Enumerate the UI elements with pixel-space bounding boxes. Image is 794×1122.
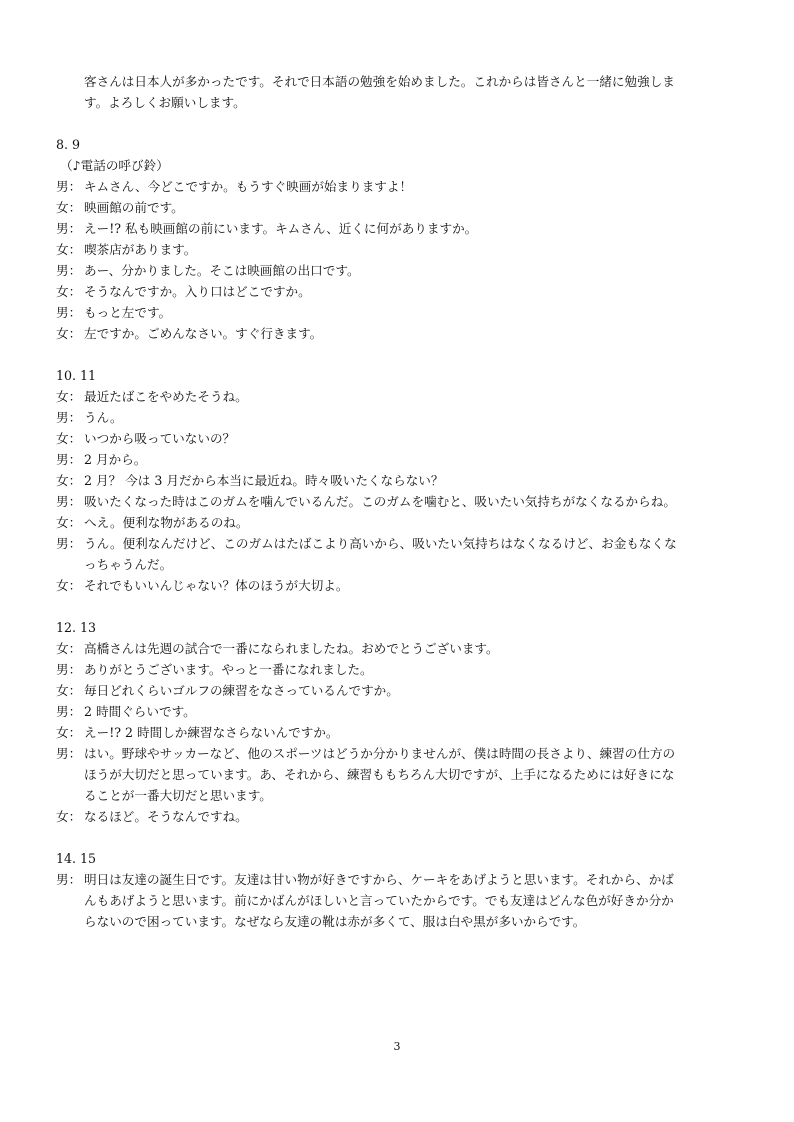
- speaker-label: 女：: [56, 284, 82, 299]
- dialogue-line: [56, 806, 746, 827]
- dialogue-line: [56, 722, 746, 743]
- utterance-text: [84, 659, 746, 680]
- utterance-text: [84, 638, 746, 659]
- utterance-line: ることが一番大切だと思います。: [84, 788, 272, 803]
- dialogue-line: [56, 260, 746, 281]
- dialogue-section: [56, 848, 746, 932]
- dialogue-line: [56, 197, 746, 218]
- utterance-line: 毎日どれくらいゴルフの練習をなさっているんですか。: [84, 683, 399, 698]
- speaker-label: 女：: [56, 683, 82, 698]
- utterance-text: [84, 239, 746, 260]
- utterance-line: 2 月から。: [84, 452, 147, 467]
- utterance-text: [84, 302, 746, 323]
- section-number: 10. 11: [56, 368, 97, 383]
- utterance-line: 映画館の前です。: [84, 200, 184, 215]
- dialogue-line: [56, 680, 746, 701]
- utterance-text: [84, 743, 746, 806]
- utterance-line: うん。: [84, 410, 123, 425]
- dialogue-line: [56, 323, 746, 344]
- utterance-line: 2 月？ 今は 3 月だから本当に最近ね。時々吸いたくならない？: [84, 473, 444, 488]
- dialogue-line: [56, 659, 746, 680]
- dialogue-line: [56, 701, 746, 722]
- dialogue-section: [56, 365, 746, 596]
- intro-paragraph: [56, 71, 746, 113]
- utterance-text: [84, 449, 746, 470]
- utterance-text: [84, 722, 746, 743]
- utterance-text: [84, 407, 746, 428]
- dialogue-line: [56, 638, 746, 659]
- speaker-label: 男：: [56, 179, 82, 194]
- speaker-label: 女：: [56, 242, 82, 257]
- dialogue-section: [56, 134, 746, 344]
- utterance-text: [84, 701, 746, 722]
- speaker-label: 女：: [56, 389, 82, 404]
- speaker-label: 男：: [56, 662, 82, 677]
- speaker-label: 男：: [56, 746, 82, 761]
- speaker-label: 女：: [56, 641, 82, 656]
- utterance-line: 喫茶店があります。: [84, 242, 197, 257]
- speaker-label: 男：: [56, 704, 82, 719]
- utterance-line: 最近たばこをやめたそうね。: [84, 389, 248, 404]
- utterance-text: [84, 680, 746, 701]
- utterance-line: キムさん、今どこですか。もうすぐ映画が始まりますよ！: [84, 179, 413, 194]
- dialogue-line: [56, 470, 746, 491]
- utterance-text: [84, 533, 746, 575]
- intro-line: 客さんは日本人が多かったです。それで日本語の勉強を始めました。これからは皆さんと一緒に勉強しま: [84, 74, 675, 89]
- utterance-text: [84, 806, 746, 827]
- speaker-label: 男：: [56, 872, 82, 887]
- dialogue-line: [56, 449, 746, 470]
- utterance-line: はい。野球やサッカーなど、他のスポーツはどうか分かりませんが、僕は時間の長さより、練習の仕方の: [84, 746, 676, 761]
- utterance-text: [84, 197, 746, 218]
- dialogue-line: [56, 533, 746, 575]
- dialogue-line: [56, 218, 746, 239]
- utterance-text: [84, 176, 746, 197]
- speaker-label: 女：: [56, 809, 82, 824]
- dialogue-line: [56, 239, 746, 260]
- utterance-line: なるほど。そうなんですね。: [84, 809, 248, 824]
- dialogue-line: [56, 302, 746, 323]
- utterance-line: えー!? 私も映画館の前にいます。キムさん、近くに何がありますか。: [84, 221, 478, 236]
- utterance-text: [84, 869, 746, 932]
- utterance-line: あー、分かりました。そこは映画館の出口です。: [84, 263, 360, 278]
- utterance-text: [84, 323, 746, 344]
- utterance-line: へえ。便利な物があるのね。: [84, 515, 249, 530]
- speaker-label: 女：: [56, 200, 82, 215]
- utterance-line: もっと左です。: [84, 305, 172, 320]
- utterance-text: [84, 218, 746, 239]
- speaker-label: 男：: [56, 410, 82, 425]
- section-number: 14. 15: [56, 851, 97, 866]
- utterance-line: ほうが大切だと思っています。あ、それから、練習ももちろん大切ですが、上手になるためには好きにな: [84, 767, 675, 782]
- utterance-text: [84, 470, 746, 491]
- utterance-line: 高橋さんは先週の試合で一番になられましたね。おめでとうございます。: [84, 641, 499, 656]
- page-number: 3: [393, 1040, 401, 1053]
- dialogue-line: [56, 386, 746, 407]
- sound-cue-note: （♪電話の呼び鈴）: [60, 158, 169, 173]
- dialogue-line: [56, 491, 746, 512]
- utterance-text: [84, 512, 746, 533]
- dialogue-line: [56, 281, 746, 302]
- speaker-label: 女：: [56, 473, 82, 488]
- utterance-text: [84, 428, 746, 449]
- speaker-label: 女：: [56, 578, 82, 593]
- utterance-text: [84, 386, 746, 407]
- utterance-line: いつから吸っていないの？: [84, 431, 236, 446]
- utterance-line: んもあげようと思います。前にかばんがほしいと言っていたからです。でも友達はどんな色が好きか分か: [84, 893, 674, 908]
- utterance-line: うん。便利なんだけど、このガムはたばこより高いから、吸いたい気持ちはなくなるけど、お金もなくな: [84, 536, 677, 551]
- speaker-label: 女：: [56, 431, 82, 446]
- section-number: 8. 9: [56, 137, 81, 152]
- speaker-label: 女：: [56, 725, 82, 740]
- utterance-text: [84, 575, 746, 596]
- dialogue-section: [56, 617, 746, 827]
- speaker-label: 女：: [56, 515, 82, 530]
- utterance-text: [84, 491, 746, 512]
- utterance-line: そうなんですか。入り口はどこですか。: [84, 284, 311, 299]
- utterance-line: 左ですか。ごめんなさい。すぐ行きます。: [84, 326, 323, 341]
- utterance-line: 2 時間ぐらいです。: [84, 704, 196, 719]
- utterance-text: [84, 260, 746, 281]
- speaker-label: 男：: [56, 494, 82, 509]
- speaker-label: 男：: [56, 305, 82, 320]
- utterance-line: それでもいいんじゃない？体のほうが大切よ。: [84, 578, 349, 593]
- speaker-label: 男：: [56, 221, 82, 236]
- speaker-label: 男：: [56, 263, 82, 278]
- dialogue-line: [56, 743, 746, 806]
- dialogue-line: [56, 176, 746, 197]
- utterance-line: えー!? 2 時間しか練習なさらないんですか。: [84, 725, 339, 740]
- utterance-line: 明日は友達の誕生日です。友達は甘い物が好きですから、ケーキをあげようと思います。それから、かば: [84, 872, 674, 887]
- utterance-line: ありがとうございます。やっと一番になれました。: [84, 662, 373, 677]
- speaker-label: 男：: [56, 536, 82, 551]
- dialogue-line: [56, 407, 746, 428]
- dialogue-line: [56, 869, 746, 932]
- speaker-label: 男：: [56, 452, 82, 467]
- utterance-line: 吸いたくなった時はこのガムを噛んでいるんだ。このガムを噛むと、吸いたい気持ちがなくなるからね。: [84, 494, 676, 509]
- utterance-line: らないので困っています。なぜなら友達の靴は赤が多くて、服は白や黒が多いからです。: [84, 914, 586, 929]
- dialogue-line: [56, 512, 746, 533]
- dialogue-line: [56, 575, 746, 596]
- intro-line: す。よろしくお願いします。: [84, 95, 246, 110]
- speaker-label: 女：: [56, 326, 82, 341]
- section-number: 12. 13: [56, 620, 97, 635]
- utterance-text: [84, 281, 746, 302]
- utterance-line: っちゃうんだ。: [84, 557, 173, 572]
- transcript-body: [56, 71, 746, 932]
- dialogue-line: [56, 428, 746, 449]
